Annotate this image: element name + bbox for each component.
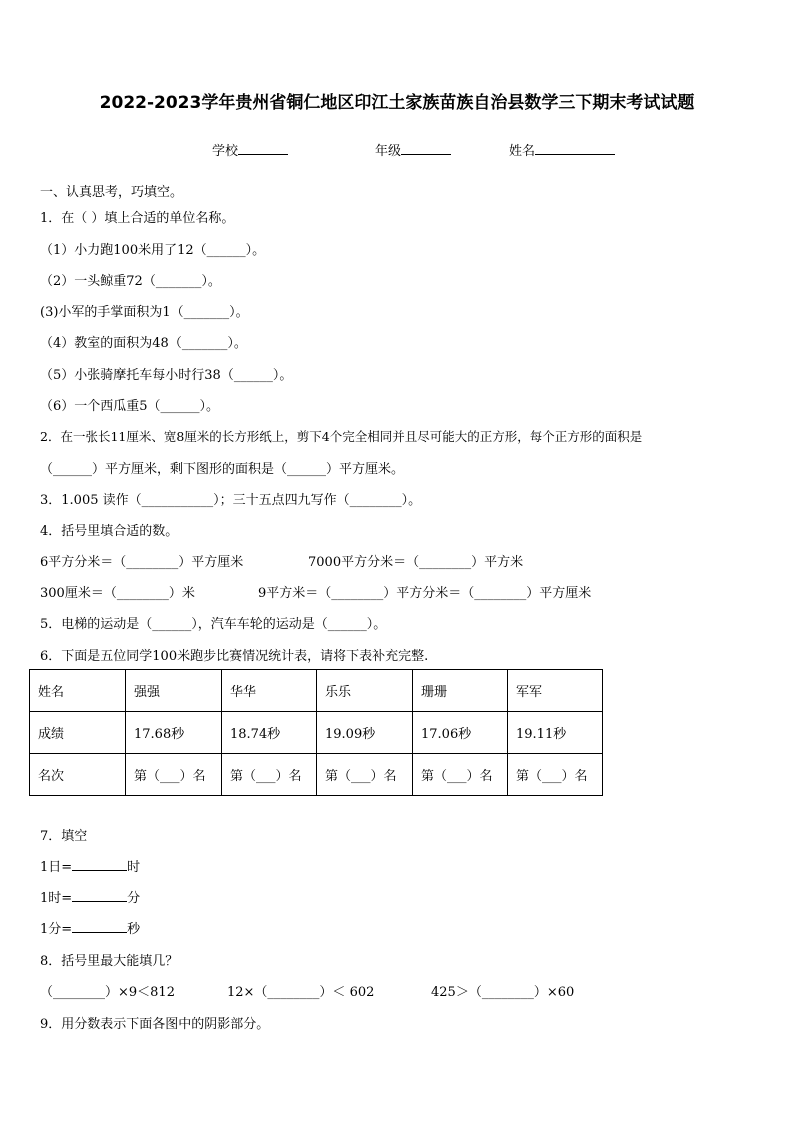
q8-a: （________）×9＜812 [40,985,175,1000]
q2-line-1: 2．在一张长11厘米、宽8厘米的长方形纸上，剪下4个完全相同并且尽可能大的正方形，每个正方形的面积是 [40,429,643,444]
table-cell: 17.68秒 [126,712,222,754]
q3-text: 3．1.005 读作（___________）；三十五点四九写作（________）。 [40,493,422,508]
table-row [30,670,603,712]
table-cell: 成绩 [30,712,126,754]
table-cell: 18.74秒 [222,712,317,754]
q4-stem: 4．括号里填合适的数。 [40,524,179,539]
name-blank[interactable] [535,141,615,155]
q1-item-3: (3)小军的手掌面积为1（_______）。 [40,305,249,320]
q9-text: 9．用分数表示下面各图中的阴影部分。 [40,1017,270,1032]
table-cell: 华华 [222,670,317,712]
q1-stem: 1．在（ ）填上合适的单位名称。 [40,211,235,226]
table-cell: 17.06秒 [413,712,508,754]
grade-label: 年级 [375,144,402,159]
q1-item-6: （6）一个西瓜重5（______）。 [40,399,220,414]
q1-item-2: （2）一头鲸重72（_______）。 [40,274,221,289]
q4-row1-a: 6平方分米＝（________）平方厘米 [40,555,244,570]
q7-b-blank[interactable] [72,888,127,902]
table-cell: 乐乐 [317,670,413,712]
q6-stem: 6．下面是五位同学100米跑步比赛情况统计表，请将下表补充完整. [40,649,429,664]
table-cell: 名次 [30,754,126,796]
table-cell: 19.09秒 [317,712,413,754]
q7-a-left: 1日= [40,860,73,875]
school-label: 学校 [212,144,239,159]
q1-item-5: （5）小张骑摩托车每小时行38（______）。 [40,368,293,383]
q2-line-2: （______）平方厘米，剩下图形的面积是（______）平方厘米。 [40,462,405,477]
grade-field[interactable] [375,140,451,159]
q1-item-4: （4）教室的面积为48（_______）。 [40,336,247,351]
section-heading: 一、认真思考，巧填空。 [40,185,184,200]
q4-row2-b: 9平方米＝（________）平方分米＝（________）平方厘米 [258,586,592,601]
q1-item-1: （1）小力跑100米用了12（______）。 [40,243,266,258]
q4-row1-b: 7000平方分米＝（________）平方米 [308,555,524,570]
q5-text: 5．电梯的运动是（______），汽车车轮的运动是（______）。 [40,617,387,632]
school-blank[interactable] [238,141,288,155]
q8-c: 425＞（________）×60 [431,985,575,1000]
rank-blank-cell[interactable]: 第（___）名 [222,754,317,796]
table-cell: 姓名 [30,670,126,712]
q4-row2-a: 300厘米＝（________）米 [40,586,195,601]
page-title: 2022-2023学年贵州省铜仁地区印江土家族苗族自治县数学三下期末考试试题 [99,93,695,113]
rank-blank-cell[interactable]: 第（___）名 [508,754,603,796]
table-cell: 19.11秒 [508,712,603,754]
school-field[interactable] [212,140,288,159]
table-cell: 强强 [126,670,222,712]
table-row [30,754,603,796]
q7-a-blank[interactable] [72,857,127,871]
q7-a [40,856,140,875]
q8-stem: 8．括号里最大能填几？ [40,954,179,969]
q7-c [40,918,140,937]
q7-c-blank[interactable] [72,919,127,933]
q7-b-right: 分 [127,891,141,906]
table-row [30,712,603,754]
q7-b [40,887,140,906]
race-stats-table [29,669,603,796]
table-cell: 军军 [508,670,603,712]
rank-blank-cell[interactable]: 第（___）名 [413,754,508,796]
grade-blank[interactable] [401,141,451,155]
table-cell: 珊珊 [413,670,508,712]
name-field[interactable] [509,140,615,159]
q7-stem: 7．填空 [40,829,88,844]
q7-a-right: 时 [127,860,141,875]
rank-blank-cell[interactable]: 第（___）名 [126,754,222,796]
rank-blank-cell[interactable]: 第（___）名 [317,754,413,796]
q7-c-left: 1分= [40,922,73,937]
q7-c-right: 秒 [127,922,141,937]
q7-b-left: 1时= [40,891,73,906]
name-label: 姓名 [509,144,536,159]
q8-b: 12×（________）＜ 602 [227,985,375,1000]
